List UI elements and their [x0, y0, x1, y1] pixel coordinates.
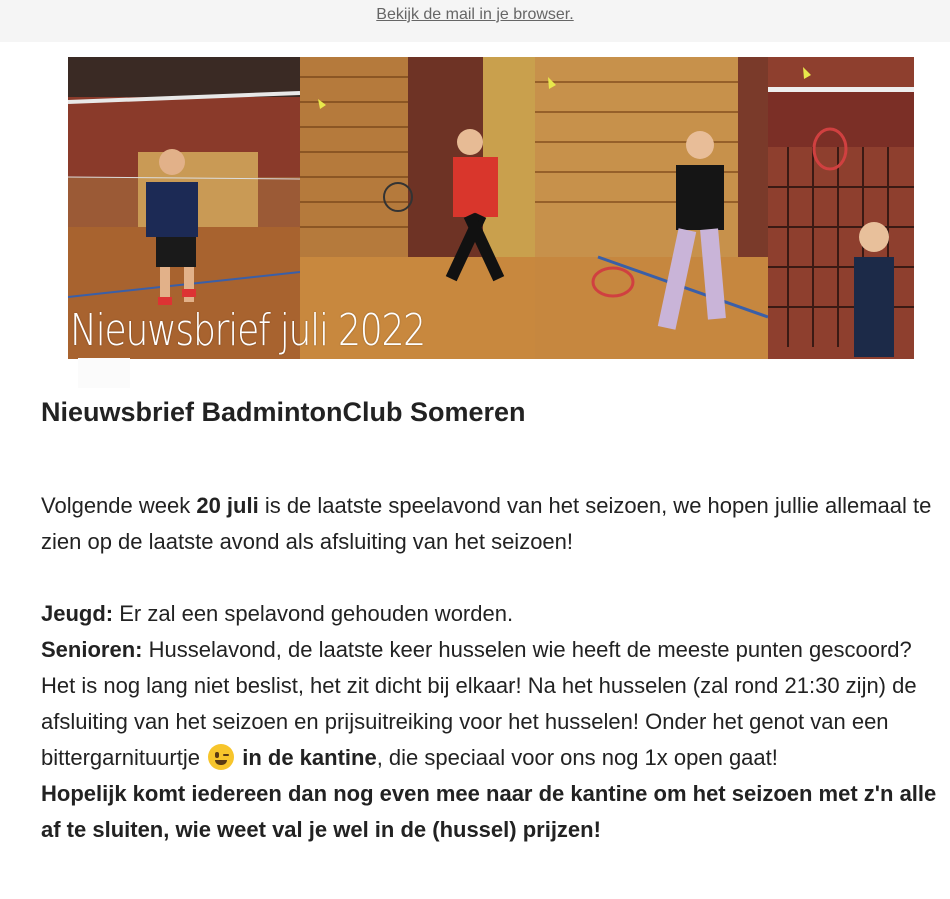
- intro-paragraph: [41, 488, 941, 560]
- seniors-text-end: , die speciaal voor ons nog 1x open gaat!: [376, 745, 778, 770]
- youth-label: Jeugd:: [41, 601, 114, 626]
- closing-paragraph: [41, 776, 941, 848]
- youth-paragraph: [41, 596, 941, 632]
- seniors-location: in de kantine: [242, 745, 377, 770]
- winking-face-icon: [208, 744, 234, 770]
- newsletter-body: [41, 488, 941, 848]
- image-placeholder: [78, 358, 130, 388]
- intro-text-start: Volgende week: [41, 493, 197, 518]
- top-bar: [0, 0, 950, 42]
- seniors-paragraph: [41, 632, 941, 776]
- header-banner-image: [68, 57, 914, 359]
- intro-date: 20 juli: [196, 493, 259, 518]
- seniors-text: Husselavond, de laatste keer husselen wie heeft de meeste punten gescoord? Het is nog lang niet beslist, het zit dicht bij elkaar! Na het husselen (zal rond 21:30 zijn) de afsluiting van het seizoen en prijsuitreiking voor het husselen! Onder het genot van een bittergarnituurtje: [41, 637, 917, 770]
- banner-title: Nieuwsbrief juli 2022: [70, 305, 425, 356]
- closing-text: Hopelijk komt iedereen dan nog even mee naar de kantine om het seizoen met z'n alle af te sluiten, wie weet val je wel in de (hussel) prijzen!: [41, 781, 937, 842]
- view-in-browser-link[interactable]: Bekijk de mail in je browser.: [376, 6, 574, 23]
- seniors-label: Senioren:: [41, 637, 143, 662]
- newsletter-heading: Nieuwsbrief BadmintonClub Someren: [41, 397, 526, 427]
- youth-text: Er zal een spelavond gehouden worden.: [113, 601, 514, 626]
- spacer: [41, 560, 941, 596]
- intro-text-end: is de laatste speelavond van het seizoen, we hopen jullie allemaal te zien op de laatste avond als afsluiting van het seizoen!: [41, 493, 932, 554]
